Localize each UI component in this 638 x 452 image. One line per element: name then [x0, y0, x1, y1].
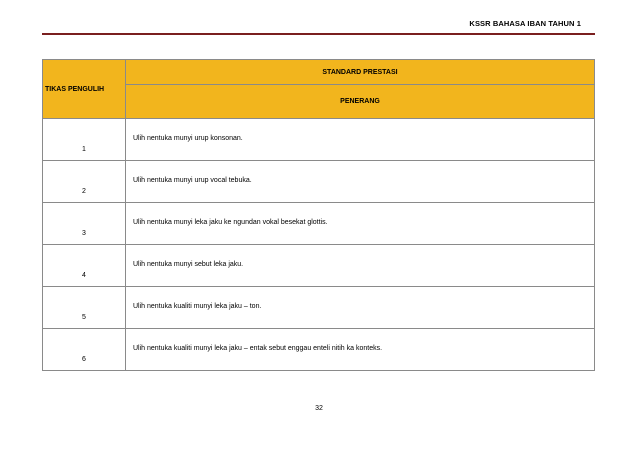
table-subheader-row: [43, 85, 595, 119]
tikas-cell: 3: [43, 203, 126, 245]
tikas-cell: 4: [43, 245, 126, 287]
table-row: [43, 329, 595, 371]
header-divider: [42, 33, 595, 35]
penerang-cell: Ulih nentuka munyi urup vocal tebuka.: [126, 161, 595, 203]
document-header-title: KSSR BAHASA IBAN TAHUN 1: [469, 19, 581, 28]
penerang-cell: Ulih nentuka kualiti munyi leka jaku – entak sebut enggau enteli nitih ka konteks.: [126, 329, 595, 371]
table-header-row: [43, 60, 595, 85]
penerang-cell: Ulih nentuka munyi leka jaku ke ngundan vokal besekat glottis.: [126, 203, 595, 245]
table-row: [43, 287, 595, 329]
standard-prestasi-header: STANDARD PRESTASI: [126, 60, 595, 85]
tikas-cell: 2: [43, 161, 126, 203]
page-number: 32: [315, 405, 323, 412]
penerang-header: PENERANG: [126, 85, 595, 119]
table-row: [43, 161, 595, 203]
penerang-cell: Ulih nentuka kualiti munyi leka jaku – ton.: [126, 287, 595, 329]
tikas-cell: 5: [43, 287, 126, 329]
standard-prestasi-table: [42, 59, 595, 371]
penerang-cell: Ulih nentuka munyi urup konsonan.: [126, 119, 595, 161]
table-row: [43, 245, 595, 287]
table-row: [43, 119, 595, 161]
tikas-cell: 6: [43, 329, 126, 371]
tikas-pengulih-header: TIKAS PENGULIH: [43, 60, 126, 119]
tikas-cell: 1: [43, 119, 126, 161]
penerang-cell: Ulih nentuka munyi sebut leka jaku.: [126, 245, 595, 287]
table-row: [43, 203, 595, 245]
